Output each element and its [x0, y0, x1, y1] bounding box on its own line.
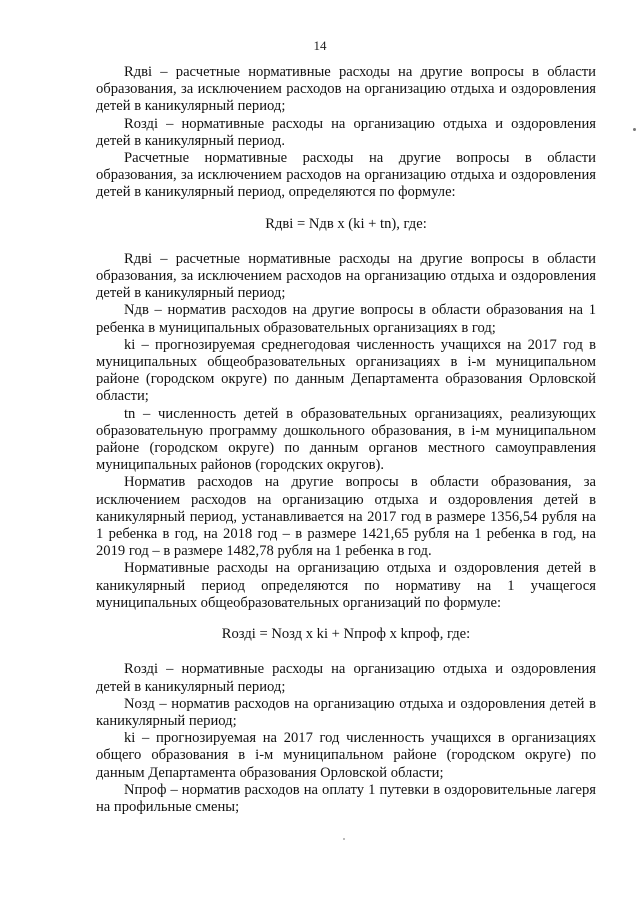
paragraph-ki-forecast-term: ki – прогнозируемая на 2017 год численность учащихся в организациях общего образования в i-м муниципальном районе (городском округе) по данным Департамента образования Орловской области;: [96, 730, 596, 781]
paragraph-nozd-term: Nозд – норматив расходов на организацию отдыха и оздоровления детей в каникулярный период;: [96, 695, 596, 729]
scan-speck: [343, 838, 345, 840]
paragraph-norm-amounts: Норматив расходов на другие вопросы в области образования, за исключением расходов на организацию отдыха и оздоровления детей в каникулярный период, устанавливается на 2017 год в размере 1356,54 рубля на 1 ребенка в год, на 2018 год – в размере 1421,65 рубля на 1 ребенка в год, на 2019 год – в размере 1482,78 рубля на 1 ребенка в год.: [96, 474, 596, 560]
paragraph-rozdi-definition: Rоздi – нормативные расходы на организацию отдыха и оздоровления детей в каникулярный период.: [96, 115, 596, 149]
formula-rdvi: Rдвi = Nдв х (ki + tn), где:: [265, 215, 427, 232]
paragraph-nprof-term: Nпроф – норматив расходов на оплату 1 путевки в оздоровительные лагеря на профильные смены;: [96, 781, 596, 815]
paragraph-rdvi-definition: Rдвi – расчетные нормативные расходы на другие вопросы в области образования, за исключением расходов на организацию отдыха и оздоровления детей в каникулярный период;: [96, 64, 596, 115]
paragraph-ki-term: ki – прогнозируемая среднегодовая численность учащихся на 2017 год в муниципальных общеобразовательных организациях в i-м муниципальном районе (городском округе) по данным Департамента образования Орловской области;: [96, 336, 596, 405]
formula-rozdi: Rоздi = Nозд х ki + Nпроф х kпроф, где:: [221, 626, 471, 643]
paragraph-rozdi-term: Rоздi – нормативные расходы на организацию отдыха и оздоровления детей в каникулярный период;: [96, 661, 596, 695]
paragraph-ndv-term: Nдв – норматив расходов на другие вопросы в области образования на 1 ребенка в муниципальных образовательных организациях в год;: [96, 302, 596, 336]
paragraph-rdvi-term: Rдвi – расчетные нормативные расходы на другие вопросы в области образования, за исключением расходов на организацию отдыха и оздоровления детей в каникулярный период;: [96, 250, 596, 302]
paragraph-rozd-intro: Нормативные расходы на организацию отдыха и оздоровления детей в каникулярный период определяются по нормативу на 1 учащегося муниципальных общеобразовательных организаций по формуле:: [96, 560, 596, 611]
page-number: 14: [313, 38, 327, 53]
paragraph-formula-intro: Расчетные нормативные расходы на другие вопросы в области образования, за исключением расходов на организацию отдыха и оздоровления детей в каникулярный период, определяются по формуле:: [96, 150, 596, 201]
paragraph-tn-term: tn – численность детей в образовательных организациях, реализующих образовательную программу дошкольного образования, в i-м муниципальном районе (городском округе) по данным органов местного самоуправления муниципальных районов (городских округов).: [96, 405, 596, 474]
scan-edge-mark: [633, 128, 636, 131]
document-body: [96, 64, 596, 816]
